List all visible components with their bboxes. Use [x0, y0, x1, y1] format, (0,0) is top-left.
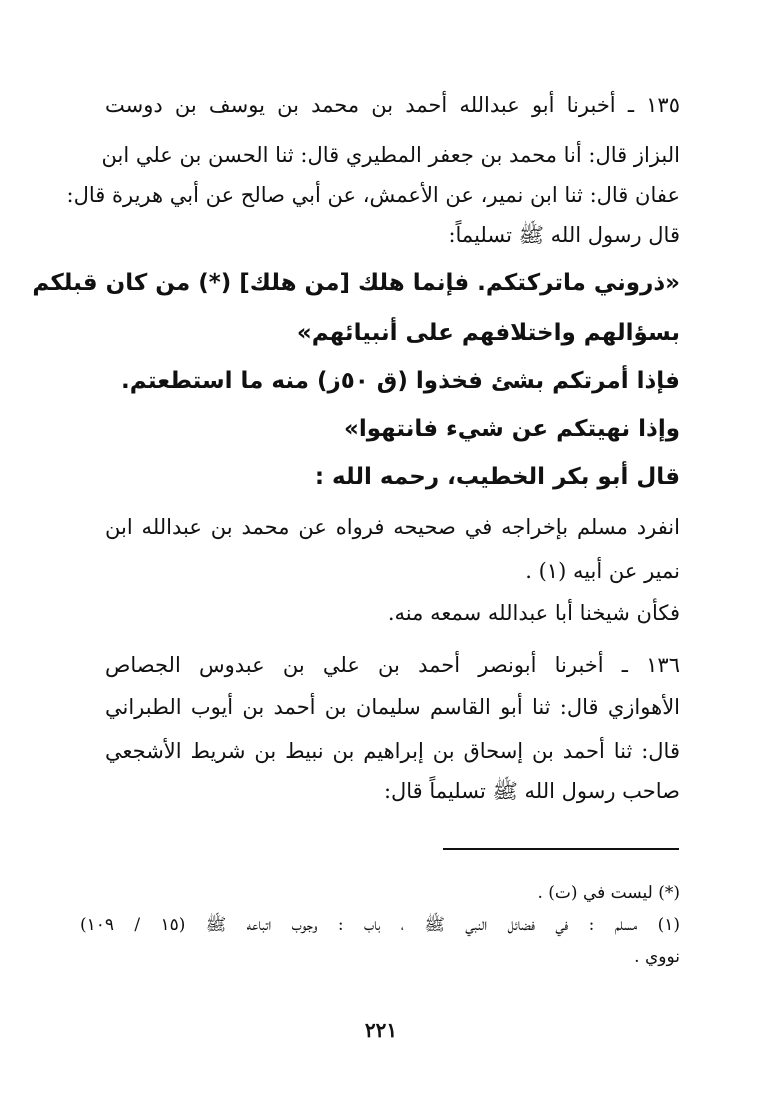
khatib-heading: قال أبو بكر الخطيب، رحمه الله : [314, 464, 680, 490]
hadith-136-line-2: الأهوازي قال: ثنا أبو القاسم سليمان بن أحمد بن أيوب الطبراني [105, 695, 680, 719]
hadith-135-text-line-2: بسؤالهم واختلافهم على أنبيائهم» [296, 320, 680, 346]
hadith-135-text-line-4: وإذا نهيتكم عن شيء فانتهوا» [343, 416, 680, 442]
hadith-135-line-2: البزاز قال: أنا محمد بن جعفر المطيري قال: ثنا الحسن بن علي ابن [101, 143, 680, 167]
hadith-135-line-4: قال رسول الله ﷺ تسليماً: [448, 223, 680, 247]
hadith-135-line-1: ١٣٥ ـ أخبرنا أبو عبدالله أحمد بن محمد بن يوسف بن دوست [105, 93, 680, 117]
footnote-1-continued: نووي . [634, 947, 680, 967]
hadith-135-line-3: عفان قال: ثنا ابن نمير، عن الأعمش، عن أبي صالح عن أبي هريرة قال: [66, 183, 680, 207]
khatib-note: فكأن شيخنا أبا عبدالله سمعه منه. [387, 601, 680, 625]
hadith-135-text-line-1: «ذروني ماتركتكم. فإنما هلك [من هلك] (*) من كان قبلكم [32, 270, 680, 296]
hadith-136-line-3: قال: ثنا أحمد بن إسحاق بن إبراهيم بن نبيط بن شريط الأشجعي [105, 739, 680, 763]
hadith-135-text-line-3: فإذا أمرتكم بشئ فخذوا (ق ٥٠ز) منه ما استطعتم. [121, 368, 680, 394]
hadith-136-line-4: صاحب رسول الله ﷺ تسليماً قال: [383, 779, 680, 803]
hadith-136-line-1: ١٣٦ ـ أخبرنا أبونصر أحمد بن علي بن عبدوس الجصاص [105, 653, 680, 677]
footnote-asterisk: (*) ليست في (ت) . [537, 883, 680, 903]
khatib-line-1: انفرد مسلم بإخراجه في صحيحه فرواه عن محمد بن عبدالله ابن [105, 515, 680, 539]
khatib-line-2: نمير عن أبيه (١) . [525, 559, 680, 583]
footnote-separator [443, 848, 679, 850]
page-number: ٢٢١ [364, 1018, 398, 1042]
footnote-1: (١) مسلم : في فضائل النبي ﷺ ، باب : وجوب اتباعه ﷺ (١٥ / ١٠٩) [80, 915, 680, 935]
